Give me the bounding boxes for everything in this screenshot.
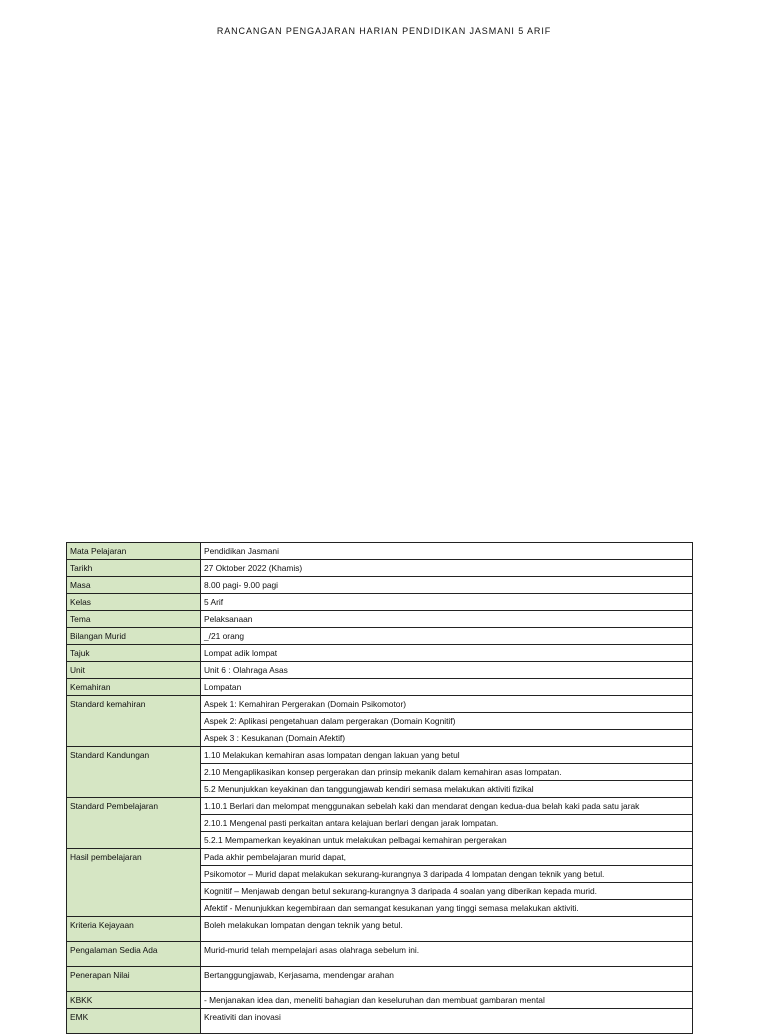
row-value-line: Kreativiti dan inovasi <box>204 1012 281 1022</box>
row-label: Penerapan Nilai <box>67 967 201 992</box>
table-row <box>67 679 693 696</box>
table-row <box>67 747 693 798</box>
row-value <box>201 798 693 849</box>
table-row <box>67 992 693 1009</box>
table-row <box>67 1009 693 1034</box>
document-title: RANCANGAN PENGAJARAN HARIAN PENDIDIKAN JASMANI 5 ARIF <box>216 26 552 36</box>
row-value-line: Bertanggungjawab, Kerjasama, mendengar arahan <box>204 970 394 980</box>
row-label: Bilangan Murid <box>67 628 201 645</box>
row-value <box>201 1009 693 1034</box>
row-value <box>201 662 693 679</box>
row-value-line: Psikomotor – Murid dapat melakukan sekurang-kurangnya 3 daripada 4 lompatan dengan teknik yang betul. <box>201 865 692 882</box>
row-value <box>201 628 693 645</box>
row-value-line: _/21 orang <box>204 631 245 641</box>
row-value-line: Aspek 2: Aplikasi pengetahuan dalam pergerakan (Domain Kognitif) <box>201 712 692 729</box>
row-value <box>201 967 693 992</box>
row-value-line: Lompat adik lompat <box>204 648 278 658</box>
row-value-line: Aspek 3 : Kesukanan (Domain Afektif) <box>201 729 692 746</box>
row-label: Kelas <box>67 594 201 611</box>
row-value <box>201 679 693 696</box>
table-row <box>67 543 693 560</box>
row-value-line: 5.2 Menunjukkan keyakinan dan tanggungjawab kendiri semasa melakukan aktiviti fizikal <box>201 780 692 797</box>
table-row <box>67 628 693 645</box>
lesson-plan-table <box>66 542 693 1034</box>
row-label: Standard Pembelajaran <box>67 798 201 849</box>
row-label: Standard kemahiran <box>67 696 201 747</box>
row-value <box>201 747 693 798</box>
lesson-plan-body <box>67 543 693 1034</box>
row-value-line: Lompatan <box>204 682 242 692</box>
row-label: Masa <box>67 577 201 594</box>
row-label: Hasil pembelajaran <box>67 849 201 917</box>
row-label: Pengalaman Sedia Ada <box>67 942 201 967</box>
table-row <box>67 917 693 942</box>
row-value-line: 2.10.1 Mengenal pasti perkaitan antara kelajuan berlari dengan jarak lompatan. <box>201 814 692 831</box>
table-row <box>67 798 693 849</box>
row-value <box>201 560 693 577</box>
row-value-line: 5.2.1 Mempamerkan keyakinan untuk melakukan pelbagai kemahiran pergerakan <box>201 831 692 848</box>
row-value-line: 27 Oktober 2022 (Khamis) <box>204 563 303 573</box>
row-value <box>201 645 693 662</box>
row-value-line: Afektif - Menunjukkan kegembiraan dan semangat kesukanan yang tinggi semasa melakukan aktiviti. <box>201 899 692 916</box>
row-value-line: Boleh melakukan lompatan dengan teknik yang betul. <box>204 920 403 930</box>
row-label: Tajuk <box>67 645 201 662</box>
row-value-line: Pelaksanaan <box>204 614 253 624</box>
row-value-line: Pada akhir pembelajaran murid dapat, <box>204 852 346 862</box>
table-row <box>67 696 693 747</box>
row-value-line: Murid-murid telah mempelajari asas olahraga sebelum ini. <box>204 945 420 955</box>
row-label: EMK <box>67 1009 201 1034</box>
row-value-line: 1.10.1 Berlari dan melompat menggunakan sebelah kaki dan mendarat dengan kedua-dua belah kaki pada satu jarak <box>204 801 640 811</box>
row-value-line: 2.10 Mengaplikasikan konsep pergerakan dan prinsip mekanik dalam kemahiran asas lompatan. <box>201 763 692 780</box>
table-row <box>67 611 693 628</box>
row-value <box>201 849 693 917</box>
row-label: Kriteria Kejayaan <box>67 917 201 942</box>
table-row <box>67 967 693 992</box>
row-value <box>201 577 693 594</box>
table-row <box>67 849 693 917</box>
row-value <box>201 917 693 942</box>
row-value <box>201 594 693 611</box>
row-value-line: 1.10 Melakukan kemahiran asas lompatan dengan lakuan yang betul <box>204 750 460 760</box>
table-row <box>67 560 693 577</box>
row-value <box>201 696 693 747</box>
row-value-line: Kognitif – Menjawab dengan betul sekurang-kurangnya 3 daripada 4 soalan yang diberikan kepada murid. <box>201 882 692 899</box>
row-label: Tema <box>67 611 201 628</box>
row-value-line: Unit 6 : Olahraga Asas <box>204 665 288 675</box>
row-label: Standard Kandungan <box>67 747 201 798</box>
row-label: KBKK <box>67 992 201 1009</box>
row-label: Mata Pelajaran <box>67 543 201 560</box>
row-value-line: 8.00 pagi- 9.00 pagi <box>204 580 279 590</box>
row-value <box>201 543 693 560</box>
row-value-line: - Menjanakan idea dan, meneliti bahagian dan keseluruhan dan membuat gambaran mental <box>204 995 545 1005</box>
row-label: Unit <box>67 662 201 679</box>
row-label: Tarikh <box>67 560 201 577</box>
table-row <box>67 662 693 679</box>
table-row <box>67 577 693 594</box>
table-row <box>67 594 693 611</box>
row-label: Kemahiran <box>67 679 201 696</box>
table-row <box>67 942 693 967</box>
table-row <box>67 645 693 662</box>
row-value-line: 5 Arif <box>204 597 224 607</box>
row-value-line: Pendidikan Jasmani <box>204 546 279 556</box>
row-value <box>201 942 693 967</box>
row-value-line: Aspek 1: Kemahiran Pergerakan (Domain Psikomotor) <box>204 699 407 709</box>
row-value <box>201 611 693 628</box>
row-value <box>201 992 693 1009</box>
